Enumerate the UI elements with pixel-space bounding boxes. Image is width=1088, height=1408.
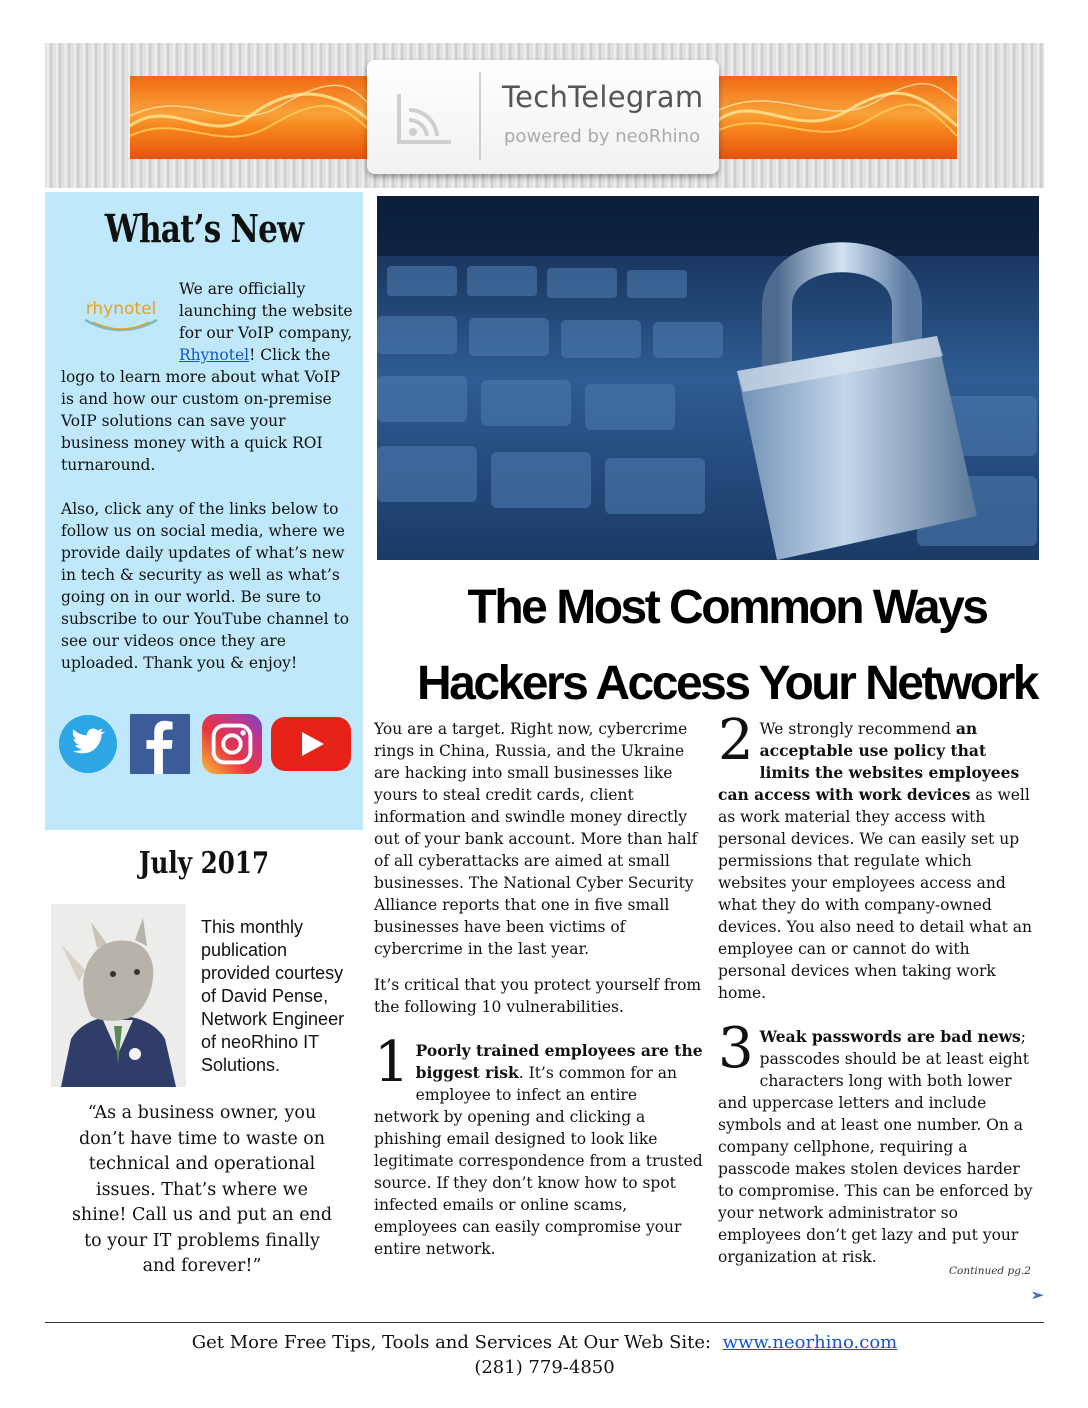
rhynotel-logo-text: rhynotel bbox=[85, 299, 157, 319]
social-paragraph: Also, click any of the links below to follow us on social media, where we provide daily updates of what’s new in tech & security as well as what’s going on in our world. Be sure to subscribe to our YouTube channel to see our videos once they are uploaded. Thank you & enjoy! bbox=[61, 500, 350, 672]
item-3-bold: Weak passwords are bad news bbox=[759, 1027, 1021, 1046]
social-links bbox=[57, 714, 357, 776]
brand-title: TechTelegram bbox=[502, 80, 704, 114]
website-link[interactable]: www.neorhino.com bbox=[722, 1332, 898, 1353]
intro-text-b: ! Click the logo to learn more about what VoIP is and how our custom on-premise VoIP solutions can save your business money with a quick ROI turnaround. bbox=[61, 346, 341, 474]
rhynotel-logo[interactable] bbox=[79, 288, 163, 342]
item-3-text: ; passcodes should be at least eight characters long with both lower and uppercase letters and include symbols and at least one number. On a company cellphone, requiring a passcode makes stolen devices harder to compromise. This can be enforced by your network administrator so employees don’t get lazy and put your organization at risk. bbox=[718, 1028, 1033, 1266]
article-paragraph-2: It’s critical that you protect yourself from the following 10 vulnerabilities. bbox=[374, 976, 702, 1016]
brand-subtitle: powered by neoRhino bbox=[504, 126, 701, 147]
vulnerability-item-3 bbox=[718, 1016, 1040, 1268]
footer-divider bbox=[45, 1322, 1044, 1323]
courtesy-text: This monthly publication provided courtesy of David Pense, Network Engineer of neoRhino IT Solutions. bbox=[201, 917, 345, 1075]
next-page-arrow-icon[interactable]: ➢ bbox=[1031, 1286, 1044, 1304]
rhynotel-link[interactable]: Rhynotel bbox=[179, 346, 250, 364]
whats-new-title: What’s New bbox=[104, 206, 304, 251]
headline-line-2: Hackers Access Your Network bbox=[417, 657, 1037, 710]
facebook-icon[interactable] bbox=[129, 714, 191, 774]
intro-text-a: We are officially launching the website for our VoIP company, bbox=[179, 280, 353, 342]
item-2-bold: an acceptable use policy that limits the websites employees can access with work devices bbox=[718, 719, 1020, 804]
twitter-icon[interactable] bbox=[57, 714, 119, 774]
footer-text: Get More Free Tips, Tools and Services At Our Web Site: bbox=[191, 1332, 712, 1353]
item-2-text: as well as work material they access with personal devices. We can easily set up permissions that regulate which websites your employees access and what they do with company-owned devices. You also need to detail what an employee can or cannot do with personal devices when taking work home. bbox=[718, 786, 1032, 1002]
item-number-2: 2 bbox=[718, 708, 754, 773]
continued-note: Continued pg.2 bbox=[949, 1265, 1031, 1277]
logo-divider bbox=[479, 72, 481, 160]
whats-new-panel bbox=[45, 192, 363, 830]
item-number-1: 1 bbox=[374, 1030, 410, 1095]
item-1-text: . It’s common for an employee to infect an entire network by opening and clicking a phishing email designed to look like legitimate correspondence from a trusted source. If they don’t know how to spot infected emails or online scams, employees can easily compromise your entire network. bbox=[374, 1064, 703, 1258]
item-1-bold: Poorly trained employees are the biggest risk bbox=[415, 1041, 703, 1082]
banner-wave-left bbox=[130, 76, 370, 159]
article-paragraph-1: You are a target. Right now, cybercrime rings in China, Russia, and the Ukraine are hacking into small businesses like yours to steal credit cards, client information and swindle money directly out of your bank account. More than half of all cyberattacks are aimed at small businesses. The National Cyber Security Alliance reports that one in five small businesses have been victims of cybercrime in the last year. bbox=[374, 720, 698, 958]
issue-month: July 2017 bbox=[138, 846, 270, 881]
brand-logo[interactable] bbox=[367, 60, 719, 174]
item-number-3: 3 bbox=[718, 1016, 754, 1081]
vulnerability-item-1 bbox=[374, 1030, 704, 1260]
item-2-pre: We strongly recommend bbox=[759, 720, 956, 738]
signal-icon bbox=[395, 90, 455, 146]
footer-tagline bbox=[45, 1332, 1044, 1353]
footer-phone: (281) 779-4850 bbox=[474, 1357, 615, 1378]
banner-wave-right bbox=[717, 76, 957, 159]
youtube-icon[interactable] bbox=[271, 714, 351, 774]
author-photo bbox=[51, 904, 186, 1087]
article-column-2 bbox=[718, 708, 1040, 1282]
header-banner bbox=[45, 43, 1044, 188]
vulnerability-item-2 bbox=[718, 708, 1040, 1004]
instagram-icon[interactable] bbox=[201, 714, 263, 774]
article-column-1 bbox=[374, 718, 704, 1274]
pull-quote: “As a business owner, you don’t have time to waste on technical and operational issues. That’s where we shine! Call us and put an end to your IT problems finally and forever!” bbox=[71, 1103, 333, 1276]
article-headline bbox=[377, 570, 1077, 722]
headline-line-1: The Most Common Ways bbox=[467, 581, 987, 634]
padlock-keyboard-image bbox=[377, 196, 1039, 560]
